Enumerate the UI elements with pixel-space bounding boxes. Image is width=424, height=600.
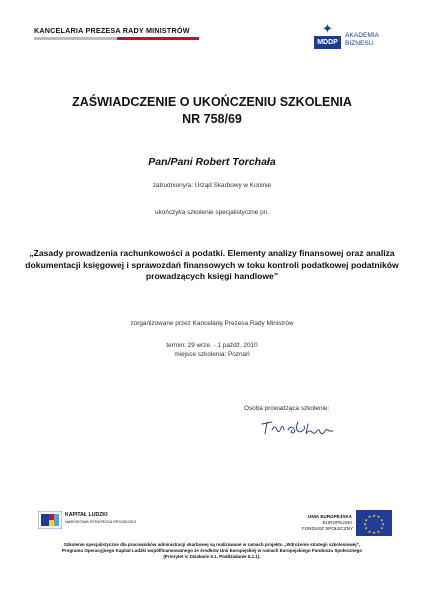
kapital-ludzki-logo — [38, 509, 137, 537]
footer-line1: Szkolenie specjalistyczne dla pracowników administracji skarbowej są realizowane w ramach projektu „Wdrożenie strategii szkoleniowej”, — [63, 542, 361, 547]
completed-line: ukończył/a szkolenie specjalistyczne pn. — [154, 209, 270, 216]
svg-text:★: ★ — [376, 528, 381, 534]
svg-text:★: ★ — [381, 521, 385, 527]
svg-text:★: ★ — [372, 513, 376, 518]
svg-text:★: ★ — [372, 530, 376, 535]
svg-text:★: ★ — [367, 514, 372, 520]
svg-text:★: ★ — [364, 517, 368, 523]
footer-note — [30, 542, 394, 561]
title-line2: NR 758/69 — [182, 112, 242, 126]
title-line1: ZAŚWIADCZENIE O UKOŃCZENIU SZKOLENIA — [72, 95, 352, 109]
svg-text:★: ★ — [376, 514, 381, 520]
star-icon: ✦ — [322, 21, 333, 36]
flag-stripe — [34, 37, 199, 40]
certificate-title — [0, 94, 424, 128]
kapital-ludzki-icon — [38, 511, 62, 529]
eu-text-block — [302, 514, 352, 538]
kapital-ludzki-text — [65, 512, 136, 525]
organizer-line: zorganizowane przez Kancelarię Prezesa Rady Ministrów — [130, 320, 294, 327]
location-line: miejsce szkolenia: Poznań — [174, 351, 250, 358]
svg-text:★: ★ — [367, 528, 372, 534]
mddp-line1: AKADEMIA — [345, 32, 380, 39]
chancellery-logo-text: KANCELARIA PREZESA RADY MINISTRÓW — [34, 26, 190, 35]
course-title: „Zasady prowadzenia rachunkowości a podatki. Elementy analizy finansowej oraz analiza dokumentacji księgowej i sprawozdań finansowych w toku kontroli podatkowej podatników prowadzących księgi handlowe” — [25, 248, 399, 282]
eu-line1: UNIA EUROPEJSKA — [308, 514, 352, 519]
eu-line2: EUROPEJSKI — [322, 520, 352, 525]
handwritten-signature — [258, 416, 348, 438]
svg-text:★: ★ — [363, 521, 367, 527]
kl-line2: NARODOWA STRATEGIA SPÓJNOŚCI — [65, 518, 137, 524]
footer-line3: (Priorytet V, Działanie 5.1, Poddziałanie 5.1.1). — [163, 554, 261, 560]
mddp-logo-text — [345, 32, 379, 48]
recipient-name: Pan/Pani Robert Torchała — [148, 156, 276, 168]
dates-line: termin: 29 wrze. - 1 paźdź. 2010 — [166, 342, 258, 349]
svg-text:★: ★ — [380, 525, 384, 531]
employer-line: zatrudniony/a: Urząd Skarbowy w Koninie — [152, 182, 272, 189]
signature-label: Osoba prowadząca szkolenie: — [244, 405, 330, 412]
mddp-logo — [314, 22, 400, 52]
eu-line3: FUNDUSZ SPOŁECZNY — [302, 526, 354, 531]
eu-flag-icon — [356, 510, 392, 536]
mddp-mark: MDDP — [314, 36, 341, 49]
svg-text:★: ★ — [380, 517, 384, 523]
svg-text:★: ★ — [364, 525, 368, 531]
footer-line2: Programu Operacyjnego Kapitał Ludzki współfinansowanego ze środków Unii Europejskiej w ramach Europejskiego Funduszu Społecznego — [61, 548, 363, 554]
kl-line1: KAPITAŁ LUDZKI — [65, 512, 108, 518]
chancellery-logo — [34, 26, 199, 40]
mddp-line2: BIZNESU — [345, 40, 374, 47]
